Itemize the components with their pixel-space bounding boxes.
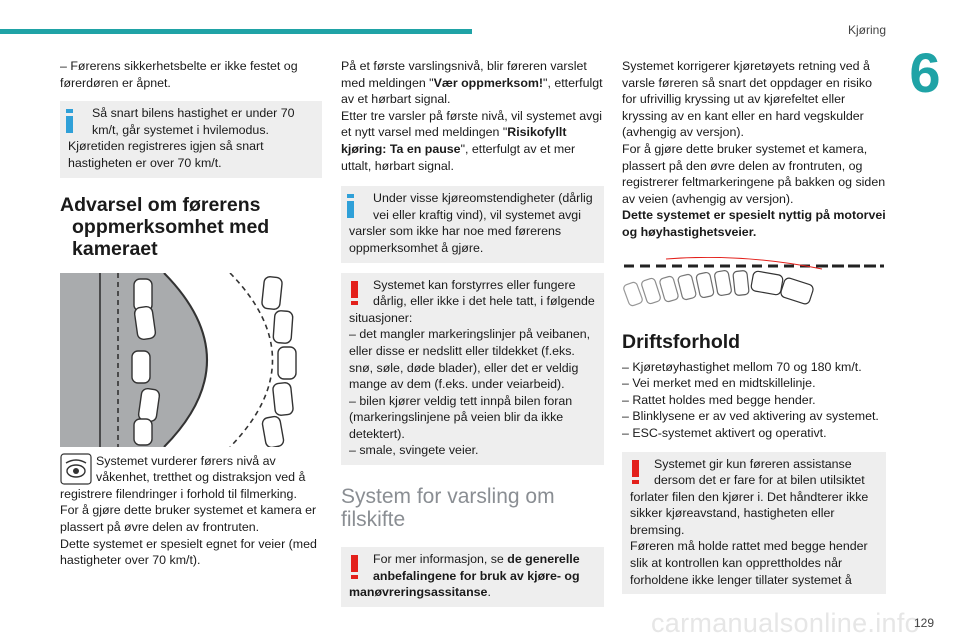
paragraph-second-warning-level: Etter tre varsler på første nivå, vil systemet avgi et nytt varsel med meldingen "Risikofyllt kjøring: Ta en pause", etterfulgt av et mer uttalt, hørbart signal. (341, 108, 602, 173)
paragraph-system-correction: Systemet korrigerer kjøretøyets retning ved å varsle føreren så snart det oppdager en risiko for ufrivillig kryssing ut av kjørefeltet eller kryssing av en kant eller en hard vegskulder (avhengig av versjon). (622, 59, 873, 140)
section-heading-driver-attention: Advarsel om førerens oppmerksomhet med kameraet (60, 193, 270, 260)
paragraph-camera-position: For å gjøre dette bruker systemet et kamera er plassert på øvre delen av frontruten. (60, 503, 317, 534)
list-item: – Vei merket med en midtskillelinje. (622, 376, 816, 391)
chapter-number: 6 (909, 41, 941, 104)
info-icon (347, 194, 354, 218)
paragraph-highway-usefulness: Dette systemet er spesielt nyttig på motorvei og høyhastighetsveier. (622, 208, 886, 239)
section-title: Kjøring (847, 23, 886, 37)
warning-box-assistance-only: Systemet gir kun føreren assistanse dersom det er fare for at bilen utilsiktet forlater filen den kjører i. Det håndterer ikke sikker kjøreavstand, hastigheten eller bremsing. Føreren må holde rattet med begge hender slik at kontrollen kan opprettholdes når forholdene ikke lenger tillater systemet å (622, 452, 886, 595)
list-item: – Kjøretøyhastighet mellom 70 og 180 km/t. (622, 359, 862, 374)
driver-attention-camera-icon (60, 453, 92, 485)
column-2 (341, 58, 604, 607)
section-heading-operating-conditions: Driftsforhold (622, 330, 741, 353)
watermark: carmanualsonline.info (651, 608, 920, 638)
paragraph-first-warning-level: På et første varslingsnivå, blir føreren varslet med meldingen "Vær oppmerksom!", etterfulgt av et hørbart signal. (341, 59, 603, 107)
warning-icon (351, 555, 358, 579)
list-item: – ESC-systemet aktivert og operativt. (622, 425, 827, 440)
lane-departure-illustration (622, 257, 886, 313)
warning-box-general-recommendations: For mer informasjon, se de generelle anbefalingene for bruk av kjøre- og manøvreringsassitanse. (341, 547, 604, 607)
warning-icon (351, 281, 358, 305)
list-item: – Blinklysene er av ved aktivering av systemet. (622, 409, 879, 424)
info-icon (66, 109, 73, 133)
camera-description: Systemet vurderer førers nivå av våkenhet, tretthet og distraksjon ved å registrere filendringer i forhold til filmerking. (60, 453, 306, 501)
info-box-driving-conditions: Under visse kjøreomstendigheter (dårlig vei eller kraftig vind), vil systemet avgi varsler som ikke har noe med førerens oppmerksomhet å gjøre. (341, 186, 604, 262)
warning-box-disturbances: Systemet kan forstyrres eller fungere dårlig, eller ikke i det hele tatt, i følgende situasjoner: – det mangler markeringslinjer på veibanen, eller disse er nedslitt eller tildekket (f.eks. snø, søle, døde blader), eller det er veldig mange av dem (f.eks. under veiarbeid). – bilen kjører veldig tett innpå bilen foran (markeringslinjene på veien blir da ikke detektert). – smale, svingete veier. (341, 273, 604, 466)
info-box-sleep-mode: Så snart bilens hastighet er under 70 km/t, går systemet i hvilemodus. Kjøretiden registreres igjen så snart hastigheten er over 70 km/t. (60, 101, 322, 177)
list-item: – Rattet holdes med begge hender. (622, 392, 816, 407)
section-heading-lane-departure: System for varsling om filskifte (341, 485, 555, 532)
driver-attention-illustration (60, 273, 322, 447)
paragraph-camera-detection: For å gjøre dette bruker systemet et kamera, plassert på den øvre delen av frontruten, og registrerer feltmarkeringene på bakken og siden av veien (avhengig av versjon). (622, 141, 886, 206)
column-1 (60, 58, 322, 569)
page-number: 129 (913, 616, 934, 630)
conditions-list (622, 359, 886, 442)
paragraph-road-suitability: Dette systemet er spesielt egnet for veier (med hastigheter over 70 km/t). (60, 536, 317, 568)
warning-icon (632, 460, 639, 484)
header-accent-bar (0, 29, 472, 34)
intro-text: – Førerens sikkerhetsbelte er ikke festet og førerdøren er åpnet. (60, 59, 298, 90)
column-3 (622, 58, 886, 594)
